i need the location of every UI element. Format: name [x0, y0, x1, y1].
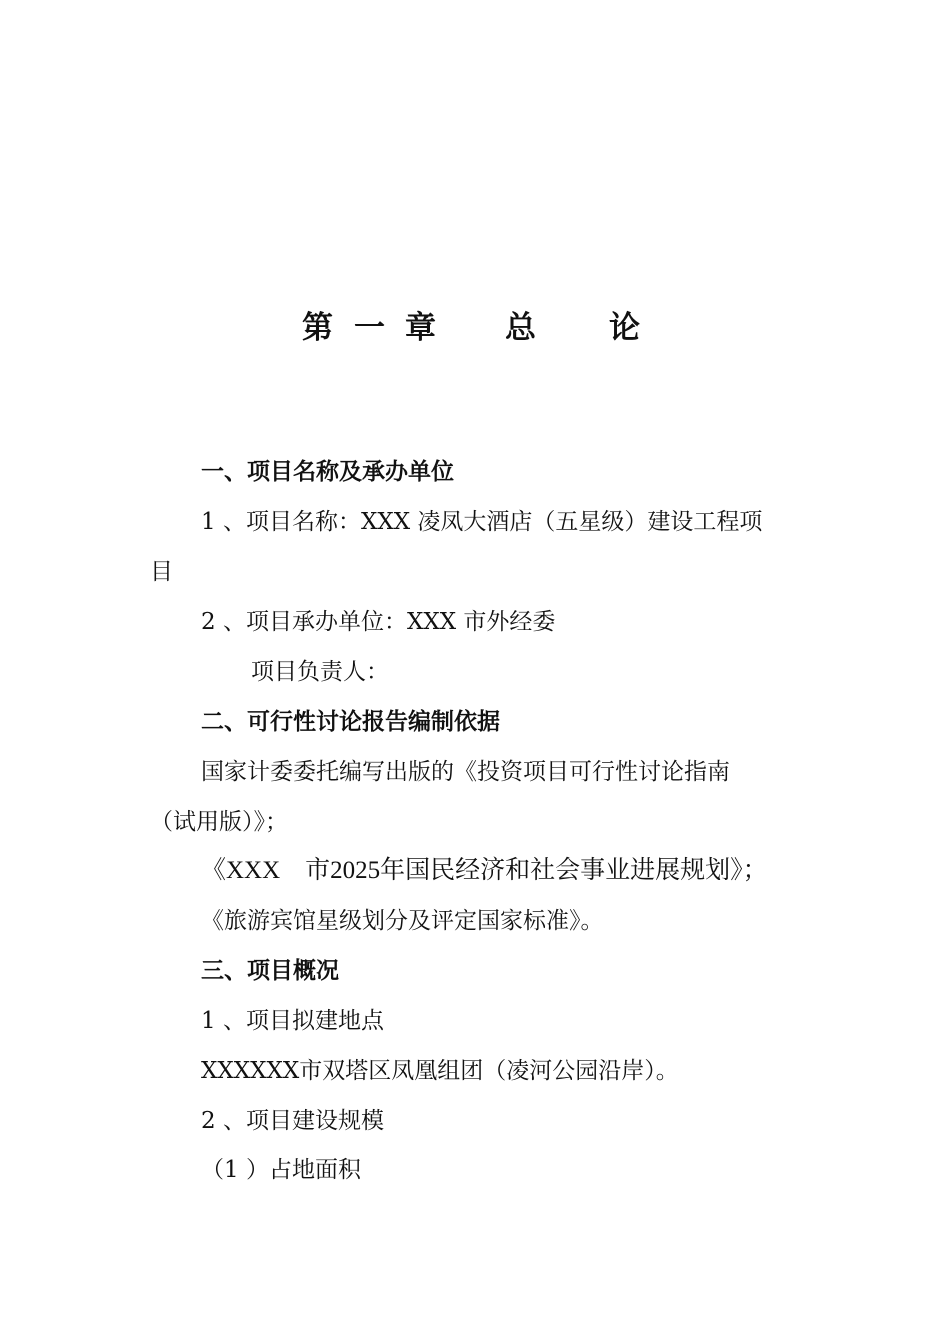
chapter-title-char: 一	[354, 310, 385, 346]
section-heading: 一、项目名称及承办单位	[201, 459, 454, 485]
chapter-title	[0, 303, 950, 353]
paragraph-line: 1 、项目名称：XXX 凌凤大酒店（五星级）建设工程项	[201, 509, 763, 535]
paragraph-line: XXXXXX市双塔区凤凰组团（凌河公园沿岸）。	[201, 1058, 679, 1084]
paragraph-line: 国家计委委托编写出版的《投资项目可行性讨论指南	[201, 759, 730, 785]
paragraph-line: 《XXX 市2025年国民经济和社会事业进展规划》；	[201, 857, 768, 884]
paragraph-line: 1 、项目拟建地点	[201, 1008, 384, 1034]
paragraph-line: 2 、项目建设规模	[201, 1108, 384, 1134]
chapter-title-char: 章	[405, 310, 436, 346]
paragraph-line: 2 、项目承办单位：XXX 市外经委	[201, 609, 556, 635]
chapter-title-char: 论	[609, 310, 640, 346]
section-heading: 三、项目概况	[201, 958, 339, 984]
paragraph-line: 项目负责人：	[251, 659, 389, 685]
chapter-title-char: 第	[302, 310, 333, 346]
paragraph-line: 目	[150, 559, 173, 585]
chapter-title-char: 总	[505, 310, 536, 346]
paragraph-line: 《旅游宾馆星级划分及评定国家标准》。	[201, 908, 604, 934]
paragraph-line: （试用版）》；	[150, 809, 288, 835]
paragraph-line: （1 ）占地面积	[201, 1157, 361, 1183]
section-heading: 二、可行性讨论报告编制依据	[201, 709, 500, 735]
